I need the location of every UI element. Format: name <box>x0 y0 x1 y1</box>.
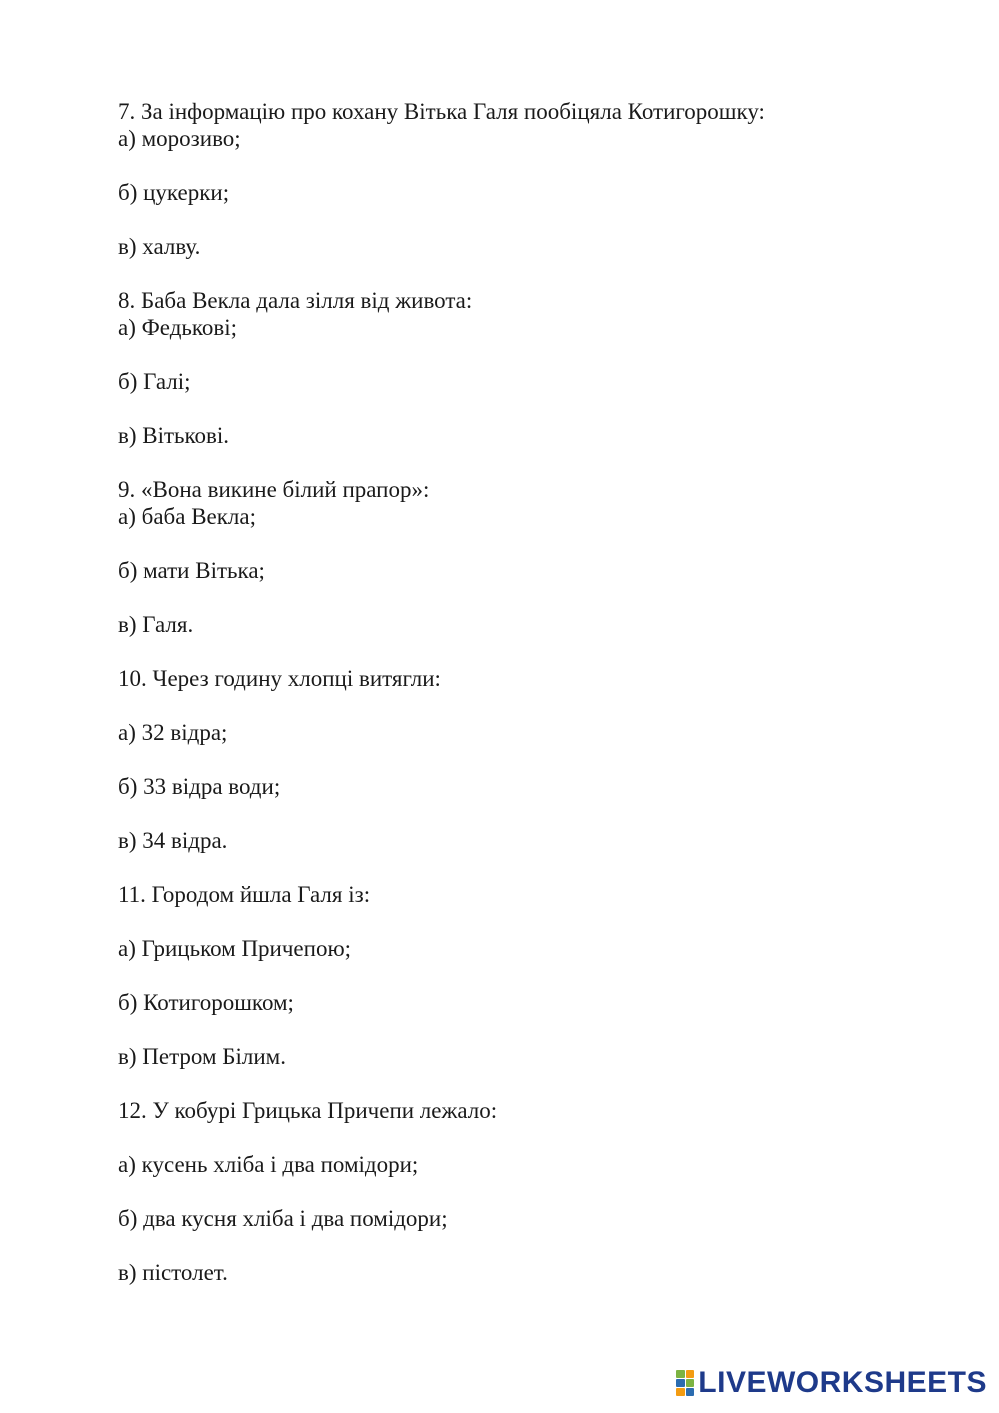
question-9-stem <box>118 476 429 504</box>
liveworksheets-logo-icon <box>676 1370 694 1396</box>
question-number: 12. <box>118 1098 147 1123</box>
question-11-option-b: б) Котигорошком; <box>118 990 294 1015</box>
question-text: Баба Векла дала зілля від живота: <box>141 288 473 313</box>
liveworksheets-logo-text: LIVEWORKSHEETS <box>698 1366 987 1399</box>
question-9-option-b: б) мати Вітька; <box>118 558 265 583</box>
question-10-option-c: в) 34 відра. <box>118 828 228 853</box>
question-11-option-a: а) Грицьком Причепою; <box>118 936 352 961</box>
question-9-option-c: в) Галя. <box>118 612 194 637</box>
question-7-option-c: в) халву. <box>118 234 201 259</box>
question-9-option-a: а) баба Векла; <box>118 504 256 529</box>
question-8-stem <box>118 287 472 315</box>
question-text: «Вона викине білий прапор»: <box>141 477 430 502</box>
question-text: Через годину хлопці витягли: <box>152 666 441 691</box>
question-8-option-c: в) Вітькові. <box>118 423 230 448</box>
question-text: За інформацію про кохану Вітька Галя пообіцяла Котигорошку: <box>141 99 765 124</box>
question-12-option-c: в) пістолет. <box>118 1260 228 1285</box>
question-8-option-b: б) Галі; <box>118 369 191 394</box>
question-number: 10. <box>118 666 147 691</box>
question-7-stem <box>118 98 765 126</box>
question-8-option-a: а) Федькові; <box>118 315 238 340</box>
question-11-stem <box>118 881 370 909</box>
question-text: Городом йшла Галя із: <box>151 882 371 907</box>
question-number: 11. <box>118 882 146 907</box>
question-number: 9. <box>118 477 136 502</box>
question-number: 8. <box>118 288 136 313</box>
question-7-option-b: б) цукерки; <box>118 180 230 205</box>
liveworksheets-logo[interactable] <box>676 1367 987 1399</box>
question-11-option-c: в) Петром Білим. <box>118 1044 286 1069</box>
question-10-option-b: б) 33 відра води; <box>118 774 281 799</box>
question-12-option-b: б) два кусня хліба і два помідори; <box>118 1206 448 1231</box>
question-10-stem <box>118 665 441 693</box>
question-12-stem <box>118 1097 497 1125</box>
question-12-option-a: а) кусень хліба і два помідори; <box>118 1152 419 1177</box>
question-number: 7. <box>118 99 136 124</box>
question-text: У кобурі Грицька Причепи лежало: <box>152 1098 498 1123</box>
question-7-option-a: а) морозиво; <box>118 126 241 151</box>
question-10-option-a: а) 32 відра; <box>118 720 228 745</box>
